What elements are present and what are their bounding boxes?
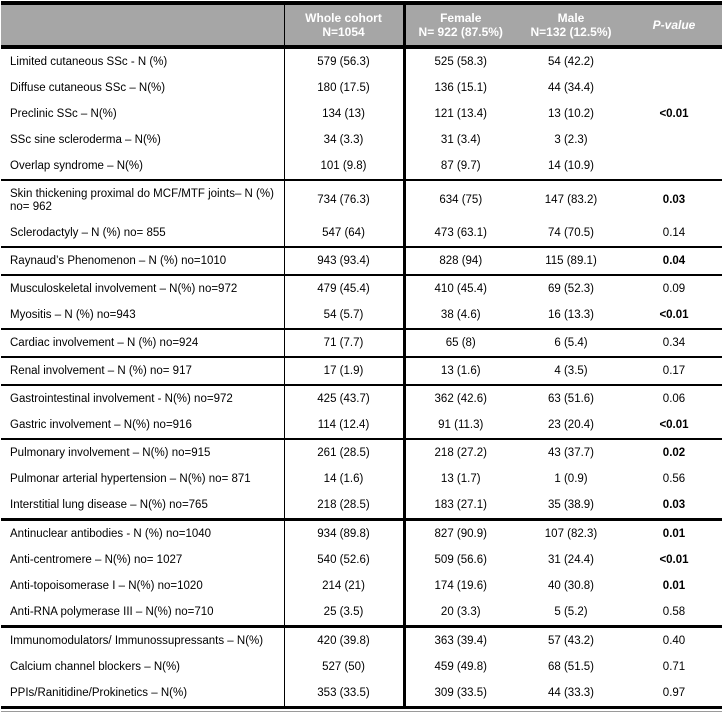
female-value: 828 (94) bbox=[404, 247, 516, 275]
male-value: 5 (5.2) bbox=[516, 599, 626, 627]
male-value: 147 (83.2) bbox=[516, 180, 626, 220]
row-label: Overlap syndrome – N(%) bbox=[1, 153, 284, 180]
table-row bbox=[1, 627, 722, 655]
row-label: Calcium channel blockers – N(%) bbox=[1, 654, 284, 680]
male-value: 23 (20.4) bbox=[516, 412, 626, 439]
row-label: SSc sine scleroderma – N(%) bbox=[1, 127, 284, 153]
table-row bbox=[1, 654, 722, 680]
row-label: Anti-centromere – N(%) no= 1027 bbox=[1, 547, 284, 573]
male-value: 57 (43.2) bbox=[516, 627, 626, 655]
whole-cohort-value: 261 (28.5) bbox=[284, 439, 404, 466]
table-row bbox=[1, 466, 722, 492]
p-value: 0.17 bbox=[626, 357, 722, 385]
p-value: 0.14 bbox=[626, 220, 722, 247]
header-row bbox=[1, 3, 722, 47]
whole-cohort-value: 734 (76.3) bbox=[284, 180, 404, 220]
p-value: 0.09 bbox=[626, 275, 722, 302]
table-row bbox=[1, 153, 722, 180]
row-label: Interstitial lung disease – N(%) no=765 bbox=[1, 492, 284, 520]
female-value: 20 (3.3) bbox=[404, 599, 516, 627]
p-value: 0.01 bbox=[626, 520, 722, 548]
male-value: 4 (3.5) bbox=[516, 357, 626, 385]
row-label: Renal involvement – N (%) no= 917 bbox=[1, 357, 284, 385]
header-p-value: P-value bbox=[626, 3, 722, 47]
row-label: Sclerodactyly – N (%) no= 855 bbox=[1, 220, 284, 247]
female-value: 38 (4.6) bbox=[404, 302, 516, 329]
row-label: Musculoskeletal involvement – N(%) no=972 bbox=[1, 275, 284, 302]
whole-cohort-value: 218 (28.5) bbox=[284, 492, 404, 520]
p-value: 0.03 bbox=[626, 492, 722, 520]
table-row bbox=[1, 412, 722, 439]
header-whole-cohort bbox=[284, 3, 404, 47]
male-value: 44 (33.3) bbox=[516, 680, 626, 708]
male-value: 115 (89.1) bbox=[516, 247, 626, 275]
whole-cohort-value: 134 (13) bbox=[284, 101, 404, 127]
table-row bbox=[1, 220, 722, 247]
header-whole-cohort-sub: N=1054 bbox=[322, 25, 365, 39]
male-value: 40 (30.8) bbox=[516, 573, 626, 599]
table-row bbox=[1, 47, 722, 75]
table-row bbox=[1, 247, 722, 275]
p-value: 0.01 bbox=[626, 573, 722, 599]
female-value: 183 (27.1) bbox=[404, 492, 516, 520]
male-value: 68 (51.5) bbox=[516, 654, 626, 680]
p-value: 0.97 bbox=[626, 680, 722, 708]
whole-cohort-value: 180 (17.5) bbox=[284, 75, 404, 101]
p-value: <0.01 bbox=[626, 101, 722, 127]
table-row bbox=[1, 275, 722, 302]
female-value: 410 (45.4) bbox=[404, 275, 516, 302]
whole-cohort-value: 71 (7.7) bbox=[284, 329, 404, 357]
row-label: Pulmonar arterial hypertension – N(%) no= 871 bbox=[1, 466, 284, 492]
row-label: Diffuse cutaneous SSc – N(%) bbox=[1, 75, 284, 101]
clinical-characteristics-table bbox=[1, 1, 722, 709]
female-value: 459 (49.8) bbox=[404, 654, 516, 680]
header-male bbox=[516, 3, 626, 47]
row-label: Gastric involvement – N(%) no=916 bbox=[1, 412, 284, 439]
female-value: 363 (39.4) bbox=[404, 627, 516, 655]
table-row bbox=[1, 101, 722, 127]
whole-cohort-value: 425 (43.7) bbox=[284, 385, 404, 412]
row-label: Immunomodulators/ Immunossupressants – N(%) bbox=[1, 627, 284, 655]
clinical-characteristics-table-wrap bbox=[1, 1, 722, 712]
p-value: 0.56 bbox=[626, 466, 722, 492]
header-whole-cohort-title: Whole cohort bbox=[305, 11, 382, 25]
row-label: Raynaud’s Phenomenon – N (%) no=1010 bbox=[1, 247, 284, 275]
female-value: 174 (19.6) bbox=[404, 573, 516, 599]
row-label: Gastrointestinal involvement - N(%) no=972 bbox=[1, 385, 284, 412]
p-value: 0.71 bbox=[626, 654, 722, 680]
table-body bbox=[1, 47, 722, 708]
female-value: 31 (3.4) bbox=[404, 127, 516, 153]
female-value: 473 (63.1) bbox=[404, 220, 516, 247]
table-row bbox=[1, 385, 722, 412]
whole-cohort-value: 353 (33.5) bbox=[284, 680, 404, 708]
p-value: 0.40 bbox=[626, 627, 722, 655]
female-value: 362 (42.6) bbox=[404, 385, 516, 412]
header-male-sub: N=132 (12.5%) bbox=[530, 25, 612, 39]
whole-cohort-value: 14 (1.6) bbox=[284, 466, 404, 492]
table-row bbox=[1, 492, 722, 520]
female-value: 65 (8) bbox=[404, 329, 516, 357]
header-male-title: Male bbox=[557, 11, 585, 25]
table-row bbox=[1, 75, 722, 101]
p-value: <0.01 bbox=[626, 412, 722, 439]
p-value: 0.58 bbox=[626, 599, 722, 627]
whole-cohort-value: 214 (21) bbox=[284, 573, 404, 599]
row-label: Anti-RNA polymerase III – N(%) no=710 bbox=[1, 599, 284, 627]
female-value: 91 (11.3) bbox=[404, 412, 516, 439]
male-value: 3 (2.3) bbox=[516, 127, 626, 153]
p-value: 0.06 bbox=[626, 385, 722, 412]
row-label: Pulmonary involvement – N(%) no=915 bbox=[1, 439, 284, 466]
p-value bbox=[626, 153, 722, 180]
whole-cohort-value: 540 (52.6) bbox=[284, 547, 404, 573]
whole-cohort-value: 114 (12.4) bbox=[284, 412, 404, 439]
table-row bbox=[1, 680, 722, 708]
whole-cohort-value: 420 (39.8) bbox=[284, 627, 404, 655]
row-label: Skin thickening proximal do MCF/MTF joints– N (%) no= 962 bbox=[1, 180, 284, 220]
header-empty-cell bbox=[1, 3, 284, 47]
male-value: 69 (52.3) bbox=[516, 275, 626, 302]
male-value: 6 (5.4) bbox=[516, 329, 626, 357]
whole-cohort-value: 527 (50) bbox=[284, 654, 404, 680]
female-value: 13 (1.6) bbox=[404, 357, 516, 385]
female-value: 509 (56.6) bbox=[404, 547, 516, 573]
p-value bbox=[626, 47, 722, 75]
table-row bbox=[1, 573, 722, 599]
p-value: 0.03 bbox=[626, 180, 722, 220]
whole-cohort-value: 34 (3.3) bbox=[284, 127, 404, 153]
male-value: 54 (42.2) bbox=[516, 47, 626, 75]
p-value: 0.34 bbox=[626, 329, 722, 357]
female-value: 634 (75) bbox=[404, 180, 516, 220]
whole-cohort-value: 25 (3.5) bbox=[284, 599, 404, 627]
row-label: Myositis – N (%) no=943 bbox=[1, 302, 284, 329]
female-value: 218 (27.2) bbox=[404, 439, 516, 466]
p-value: 0.02 bbox=[626, 439, 722, 466]
male-value: 14 (10.9) bbox=[516, 153, 626, 180]
female-value: 13 (1.7) bbox=[404, 466, 516, 492]
table-row bbox=[1, 599, 722, 627]
table-row bbox=[1, 439, 722, 466]
row-label: Anti-topoisomerase I – N(%) no=1020 bbox=[1, 573, 284, 599]
male-value: 63 (51.6) bbox=[516, 385, 626, 412]
header-female-title: Female bbox=[440, 11, 482, 25]
male-value: 13 (10.2) bbox=[516, 101, 626, 127]
female-value: 121 (13.4) bbox=[404, 101, 516, 127]
male-value: 16 (13.3) bbox=[516, 302, 626, 329]
male-value: 43 (37.7) bbox=[516, 439, 626, 466]
row-label: Limited cutaneous SSc - N (%) bbox=[1, 47, 284, 75]
row-label: Antinuclear antibodies - N (%) no=1040 bbox=[1, 520, 284, 548]
male-value: 44 (34.4) bbox=[516, 75, 626, 101]
female-value: 136 (15.1) bbox=[404, 75, 516, 101]
row-label: Cardiac involvement – N (%) no=924 bbox=[1, 329, 284, 357]
male-value: 35 (38.9) bbox=[516, 492, 626, 520]
table-row bbox=[1, 302, 722, 329]
table-row bbox=[1, 357, 722, 385]
table-header bbox=[1, 3, 722, 47]
whole-cohort-value: 943 (93.4) bbox=[284, 247, 404, 275]
table-row bbox=[1, 520, 722, 548]
whole-cohort-value: 54 (5.7) bbox=[284, 302, 404, 329]
whole-cohort-value: 934 (89.8) bbox=[284, 520, 404, 548]
whole-cohort-value: 547 (64) bbox=[284, 220, 404, 247]
p-value: 0.04 bbox=[626, 247, 722, 275]
p-value bbox=[626, 75, 722, 101]
row-label: PPIs/Ranitidine/Prokinetics – N(%) bbox=[1, 680, 284, 708]
female-value: 525 (58.3) bbox=[404, 47, 516, 75]
p-value: <0.01 bbox=[626, 302, 722, 329]
row-label: Preclinic SSc – N(%) bbox=[1, 101, 284, 127]
table-row bbox=[1, 547, 722, 573]
header-female bbox=[404, 3, 516, 47]
male-value: 74 (70.5) bbox=[516, 220, 626, 247]
male-value: 31 (24.4) bbox=[516, 547, 626, 573]
female-value: 87 (9.7) bbox=[404, 153, 516, 180]
male-value: 107 (82.3) bbox=[516, 520, 626, 548]
female-value: 309 (33.5) bbox=[404, 680, 516, 708]
whole-cohort-value: 479 (45.4) bbox=[284, 275, 404, 302]
female-value: 827 (90.9) bbox=[404, 520, 516, 548]
p-value: <0.01 bbox=[626, 547, 722, 573]
table-row bbox=[1, 127, 722, 153]
table-row bbox=[1, 180, 722, 220]
male-value: 1 (0.9) bbox=[516, 466, 626, 492]
p-value bbox=[626, 127, 722, 153]
table-row bbox=[1, 329, 722, 357]
whole-cohort-value: 101 (9.8) bbox=[284, 153, 404, 180]
whole-cohort-value: 17 (1.9) bbox=[284, 357, 404, 385]
whole-cohort-value: 579 (56.3) bbox=[284, 47, 404, 75]
header-female-sub: N= 922 (87.5%) bbox=[418, 25, 503, 39]
